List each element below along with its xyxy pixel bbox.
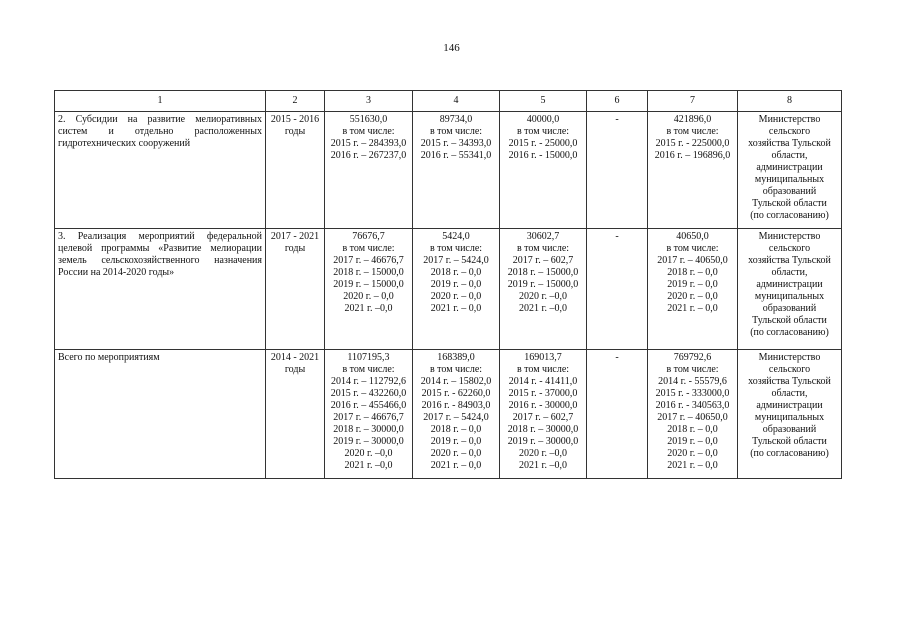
responsible-org-cell xyxy=(738,229,842,350)
cell-line: Тульской области xyxy=(752,315,827,326)
cell-line: 2016 г. - 340563,0 xyxy=(655,400,730,411)
cell-line: 2020 г. – 0,0 xyxy=(667,291,718,302)
cell-line: сельского xyxy=(768,243,811,254)
cell-line: (по согласованию) xyxy=(750,327,829,338)
cell-line: в том числе: xyxy=(666,243,719,254)
cell-line: 5424,0 xyxy=(442,231,470,242)
table-row xyxy=(55,350,842,479)
cell-line: Тульской области xyxy=(752,436,827,447)
cell-line: Министерство xyxy=(758,114,821,125)
cell-line: в том числе: xyxy=(429,243,483,254)
cell-line: муниципальных xyxy=(754,291,825,302)
cell-line: в том числе: xyxy=(516,364,570,375)
cell-line: 551630,0 xyxy=(349,114,388,125)
cell-line: 2021 г. –0,0 xyxy=(344,460,393,471)
cell-line: 2020 г. – 0,0 xyxy=(430,291,482,302)
cell-line: 30602,7 xyxy=(526,231,560,242)
cell-line: администрации xyxy=(756,279,823,290)
cell-line: администрации xyxy=(756,162,823,173)
cell-line: 2017 г. – 40650,0 xyxy=(657,412,728,423)
extra-budget-cell xyxy=(648,350,738,479)
table-row xyxy=(55,112,842,229)
cell-line: 76676,7 xyxy=(352,231,385,242)
period-cell xyxy=(266,229,325,350)
cell-line: в том числе: xyxy=(516,126,570,137)
cell-line: 2017 - 2021 xyxy=(270,231,320,242)
total-funding-cell xyxy=(325,350,413,479)
header-cell: 5 xyxy=(500,91,587,112)
cell-line: 2018 г. – 30000,0 xyxy=(507,424,579,435)
cell-line: 2019 г. – 0,0 xyxy=(667,279,718,290)
cell-line: области, xyxy=(771,267,808,278)
header-cell: 3 xyxy=(325,91,413,112)
cell-line: в том числе: xyxy=(429,364,483,375)
cell-line: 2021 г. – 0,0 xyxy=(667,460,718,471)
cell-line: 2018 г. – 15000,0 xyxy=(333,267,404,278)
cell-line: годы xyxy=(284,243,306,254)
cell-line: (по согласованию) xyxy=(750,448,829,459)
cell-line: сельского xyxy=(768,364,811,375)
federal-budget-cell xyxy=(413,112,500,229)
cell-line: 421896,0 xyxy=(673,114,712,125)
cell-line: 2021 г. – 0,0 xyxy=(667,303,718,314)
cell-line: 2020 г. – 0,0 xyxy=(430,448,482,459)
cell-line: области, xyxy=(771,150,808,161)
regional-budget-cell xyxy=(500,112,587,229)
cell-line: 2018 г. – 0,0 xyxy=(667,267,718,278)
cell-line: 2021 г. – 0,0 xyxy=(430,303,482,314)
funding-table xyxy=(54,90,842,479)
cell-line: 2017 г. – 5424,0 xyxy=(423,412,489,423)
cell-line: 2018 г. – 0,0 xyxy=(667,424,718,435)
cell-line: в том числе: xyxy=(342,126,395,137)
header-cell: 4 xyxy=(413,91,500,112)
local-budget-cell: - xyxy=(587,112,648,229)
cell-line: 2018 г. – 15000,0 xyxy=(507,267,579,278)
cell-line: 2017 г. – 602,7 xyxy=(512,412,574,423)
federal-budget-cell xyxy=(413,229,500,350)
cell-line: хозяйства Тульской xyxy=(748,255,831,266)
page-number: 146 xyxy=(443,42,460,54)
cell-line: 2019 г. – 0,0 xyxy=(667,436,718,447)
cell-line: 40000,0 xyxy=(526,114,560,125)
cell-line: хозяйства Тульской xyxy=(748,376,831,387)
cell-line: 2016 г. – 267237,0 xyxy=(330,150,407,161)
cell-line: 2020 г. – 0,0 xyxy=(667,448,718,459)
cell-line: 2014 - 2021 xyxy=(270,352,320,363)
cell-line: области, xyxy=(771,388,808,399)
cell-line: 2014 г. - 41411,0 xyxy=(508,376,578,387)
cell-line: 2017 г. – 5424,0 xyxy=(423,255,489,266)
responsible-org-cell xyxy=(738,350,842,479)
cell-line: 2021 г. – 0,0 xyxy=(430,460,482,471)
cell-line: хозяйства Тульской xyxy=(748,138,831,149)
cell-line: образований xyxy=(762,303,817,314)
cell-line: 2019 г. – 30000,0 xyxy=(333,436,404,447)
cell-line: 2021 г. –0,0 xyxy=(344,303,393,314)
cell-line: 2021 г. –0,0 xyxy=(519,303,567,314)
cell-line: в том числе: xyxy=(342,364,395,375)
cell-line: 2015 - 2016 xyxy=(270,114,320,125)
cell-line: в том числе: xyxy=(342,243,395,254)
cell-line: 2017 г. – 46676,7 xyxy=(333,255,404,266)
cell-line: Министерство xyxy=(758,231,821,242)
cell-line: в том числе: xyxy=(666,364,719,375)
cell-line: 2015 г. – 432260,0 xyxy=(330,388,407,399)
regional-budget-cell xyxy=(500,229,587,350)
total-funding-cell xyxy=(325,112,413,229)
cell-line: в том числе: xyxy=(429,126,483,137)
cell-line: в том числе: xyxy=(666,126,719,137)
cell-line: 2015 г. – 284393,0 xyxy=(330,138,407,149)
cell-line: 2019 г. – 15000,0 xyxy=(333,279,404,290)
header-cell: 6 xyxy=(587,91,648,112)
cell-line: 2019 г. – 0,0 xyxy=(430,436,482,447)
cell-line: 2020 г. –0,0 xyxy=(344,448,393,459)
cell-line: 2016 г. - 30000,0 xyxy=(508,400,578,411)
extra-budget-cell xyxy=(648,112,738,229)
extra-budget-cell xyxy=(648,229,738,350)
cell-line: сельского xyxy=(768,126,811,137)
federal-budget-cell xyxy=(413,350,500,479)
table-row xyxy=(55,229,842,350)
cell-line: образований xyxy=(762,424,817,435)
cell-line: годы xyxy=(284,364,306,375)
header-row xyxy=(55,91,842,112)
cell-line: 2016 г. - 15000,0 xyxy=(508,150,578,161)
cell-line: 2019 г. – 15000,0 xyxy=(507,279,579,290)
header-cell: 8 xyxy=(738,91,842,112)
cell-line: 2016 г. – 55341,0 xyxy=(420,150,492,161)
period-cell xyxy=(266,112,325,229)
cell-line: 2015 г. - 37000,0 xyxy=(508,388,578,399)
header-cell: 7 xyxy=(648,91,738,112)
cell-line: 2014 г. - 55579,6 xyxy=(658,376,727,387)
cell-line: 2018 г. – 30000,0 xyxy=(333,424,404,435)
cell-line: 2017 г. – 46676,7 xyxy=(333,412,404,423)
cell-line: 2020 г. – 0,0 xyxy=(343,291,394,302)
cell-line: 2015 г. - 62260,0 xyxy=(421,388,491,399)
cell-line: Тульской области xyxy=(752,198,827,209)
measure-name-cell: 2. Субсидии на развитие мелиоративных систем и отдельно расположенных гидротехнических сооружений xyxy=(55,112,266,229)
header-cell: 2 xyxy=(266,91,325,112)
cell-line: 2016 г. – 455466,0 xyxy=(330,400,407,411)
cell-line: 89734,0 xyxy=(439,114,473,125)
responsible-org-cell xyxy=(738,112,842,229)
cell-line: 2014 г. – 112792,6 xyxy=(330,376,407,387)
cell-line: 2015 г. – 34393,0 xyxy=(420,138,492,149)
local-budget-cell: - xyxy=(587,350,648,479)
cell-line: 2018 г. – 0,0 xyxy=(430,424,482,435)
period-cell xyxy=(266,350,325,479)
cell-line: 2020 г. –0,0 xyxy=(519,448,567,459)
cell-line: 2015 г. - 333000,0 xyxy=(655,388,730,399)
cell-line: 2017 г. – 40650,0 xyxy=(657,255,728,266)
cell-line: 168389,0 xyxy=(437,352,475,363)
cell-line: муниципальных xyxy=(754,412,825,423)
cell-line: годы xyxy=(284,126,306,137)
cell-line: 2016 г. – 196896,0 xyxy=(654,150,731,161)
cell-line: (по согласованию) xyxy=(750,210,829,221)
cell-line: 1107195,3 xyxy=(347,352,390,363)
cell-line: 2015 г. - 25000,0 xyxy=(508,138,578,149)
measure-name-cell: 3. Реализация мероприятий федеральной целевой программы «Развитие мелиорации земель сельскохозяйственного назначения России на 2014-2020 годы» xyxy=(55,229,266,350)
cell-line: 2017 г. – 602,7 xyxy=(512,255,574,266)
cell-line: 2016 г. - 84903,0 xyxy=(421,400,491,411)
cell-line: образований xyxy=(762,186,817,197)
cell-line: Министерство xyxy=(758,352,821,363)
cell-line: 169013,7 xyxy=(524,352,562,363)
cell-line: в том числе: xyxy=(516,243,570,254)
cell-line: 2020 г. –0,0 xyxy=(519,291,567,302)
cell-line: 2018 г. – 0,0 xyxy=(430,267,482,278)
cell-line: 2021 г. –0,0 xyxy=(519,460,567,471)
regional-budget-cell xyxy=(500,350,587,479)
cell-line: администрации xyxy=(756,400,823,411)
cell-line: 2019 г. – 30000,0 xyxy=(507,436,579,447)
cell-line: 2019 г. – 0,0 xyxy=(430,279,482,290)
cell-line: 40650,0 xyxy=(676,231,709,242)
cell-line: 2014 г. – 15802,0 xyxy=(420,376,492,387)
total-funding-cell xyxy=(325,229,413,350)
cell-line: 769792,6 xyxy=(673,352,712,363)
cell-line: муниципальных xyxy=(754,174,825,185)
cell-line: 2015 г. - 225000,0 xyxy=(655,138,730,149)
header-cell: 1 xyxy=(55,91,266,112)
local-budget-cell: - xyxy=(587,229,648,350)
measure-name-cell: Всего по мероприятиям xyxy=(55,350,266,479)
